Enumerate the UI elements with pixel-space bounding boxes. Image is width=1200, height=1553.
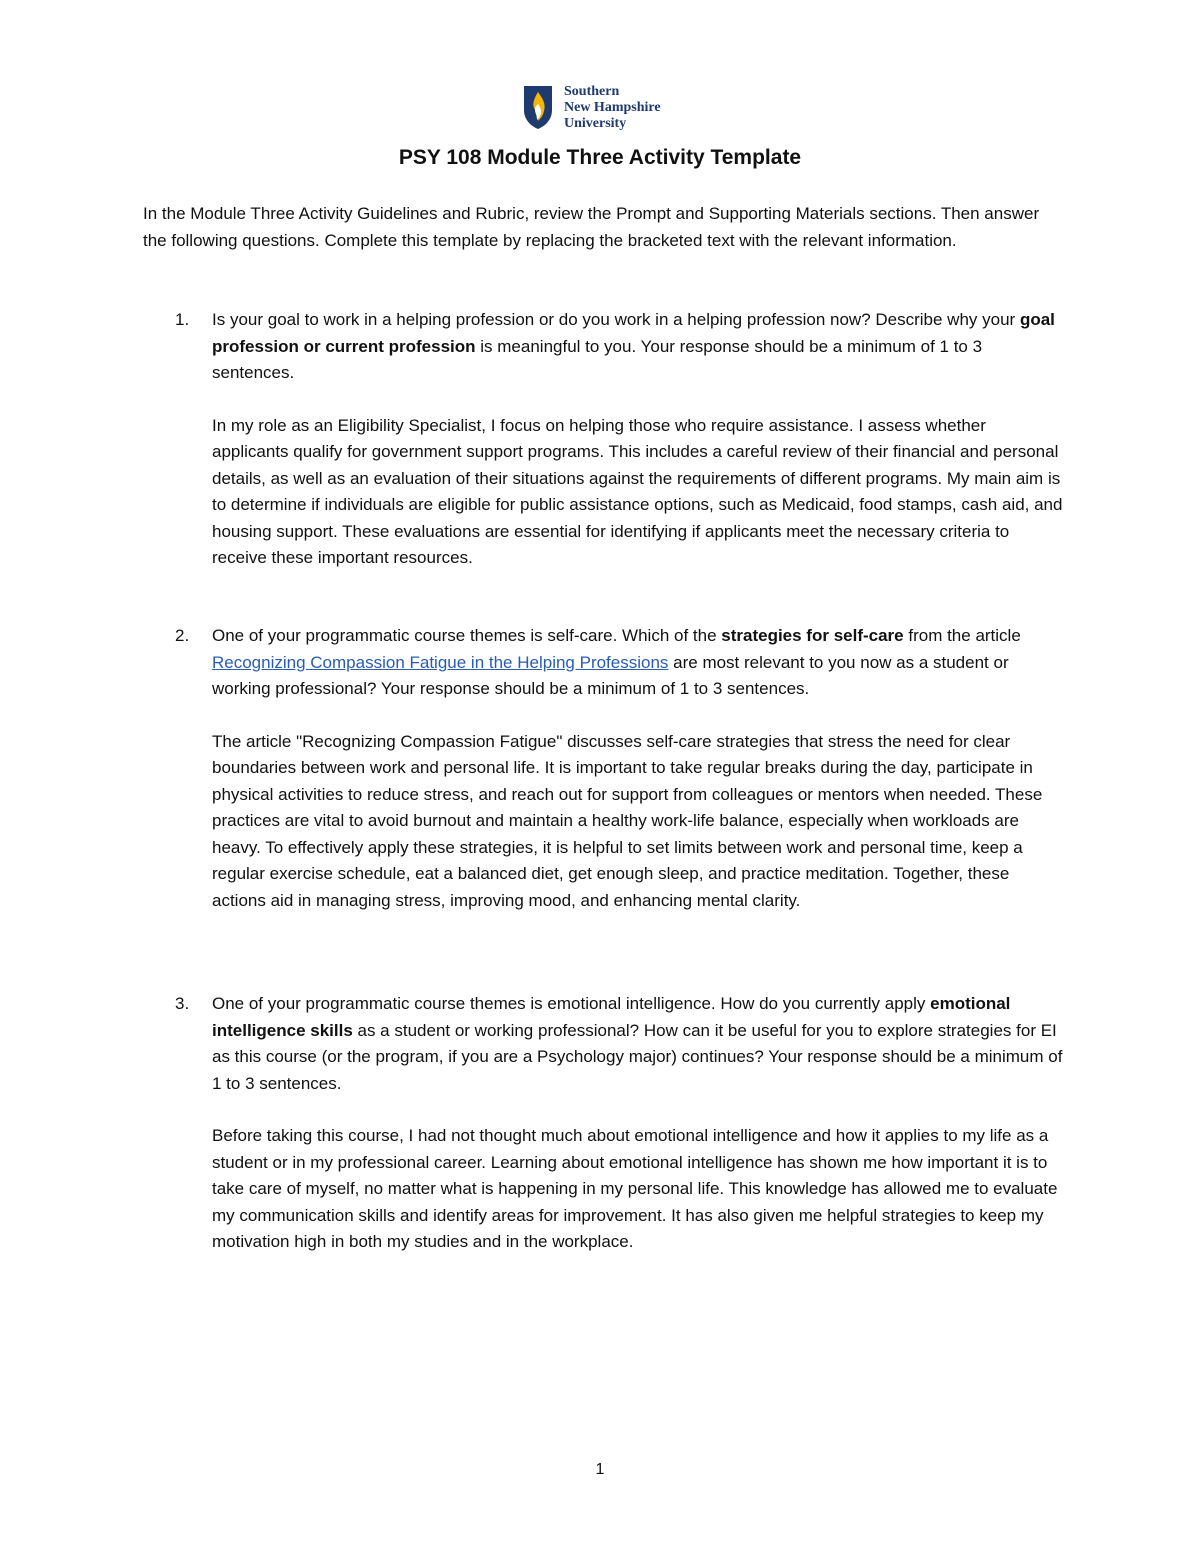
logo-line: Southern [564, 84, 620, 99]
logo-line: University [564, 116, 627, 131]
question-prompt [212, 991, 1063, 1097]
question-number: 2. [175, 626, 190, 645]
flame-shield-icon [522, 84, 554, 130]
article-link[interactable]: Recognizing Compassion Fatigue in the Helping Professions [212, 652, 669, 672]
logo-line: New Hampshire [564, 100, 661, 115]
prompt-emphasis: strategies for self-care [721, 626, 904, 645]
prompt-text: One of your programmatic course themes is self-care. Which of the [212, 626, 722, 645]
prompt-text: Is your goal to work in a helping profession or do you work in a helping profession now? Describe why your [212, 310, 1020, 329]
logo-wordmark [564, 84, 661, 132]
answer-paragraph: Before taking this course, I had not thought much about emotional intelligence and how it applies to my life as a student or in my professional career. Learning about emotional intelligence has shown me how important it is to take care of myself, no matter what is happening in my personal life. This knowledge has allowed me to evaluate my communication skills and identify areas for improvement. It has also given me helpful strategies to keep my motivation high in both my studies and in the workplace. [212, 1126, 1058, 1251]
answer-paragraph: The article "Recognizing Compassion Fatigue" discusses self-care strategies that stress the need for clear boundaries between work and personal life. It is important to take regular breaks during the day, participate in physical activities to reduce stress, and reach out for support from colleagues or mentors when needed. These practices are vital to avoid burnout and maintain a healthy work-life balance, especially when workloads are heavy. To effectively apply these strategies, it is helpful to set limits between work and personal time, keep a regular exercise schedule, eat a balanced diet, get enough sleep, and practice meditation. Together, these actions aid in managing stress, improving mood, and enhancing mental clarity. [212, 731, 1043, 910]
question-prompt [212, 623, 1063, 703]
question-prompt [212, 307, 1063, 387]
prompt-emphasis: goal profession or current profession [212, 310, 1055, 356]
question-number: 1. [175, 310, 190, 329]
document-title: PSY 108 Module Three Activity Template [398, 146, 802, 169]
prompt-text: One of your programmatic course themes is emotional intelligence. How do you currently apply [212, 994, 931, 1013]
page-number: 1 [595, 1461, 605, 1478]
prompt-text: as a student or working professional? How can it be useful for you to explore strategies for EI as this course (or the program, if you are a Psychology major) continues? Your response should be a minimum of 1 to 3 sentences. [212, 1020, 1063, 1093]
prompt-text: from the article [903, 626, 1021, 645]
intro-paragraph: In the Module Three Activity Guidelines and Rubric, review the Prompt and Supporting Materials sections. Then answer the following questions. Complete this template by replacing the bracketed text with the relevant information. [143, 204, 1040, 250]
question-item [143, 307, 1063, 572]
question-item [143, 623, 1063, 914]
prompt-emphasis: emotional intelligence skills [212, 994, 1011, 1040]
university-logo [522, 84, 661, 132]
prompt-text: are most relevant to you now as a student or working professional? Your response should be a minimum of 1 to 3 sentences. [212, 652, 1009, 698]
question-number: 3. [175, 994, 190, 1013]
answer-paragraph: In my role as an Eligibility Specialist, I focus on helping those who require assistance. I assess whether applicants qualify for government support programs. This includes a careful review of their financial and personal details, as well as an evaluation of their situations against the requirements of different programs. My main aim is to determine if individuals are eligible for public assistance options, such as Medicaid, food stamps, cash aid, and housing support. These evaluations are essential for identifying if applicants meet the necessary criteria to receive these important resources. [212, 415, 1063, 567]
prompt-text: is meaningful to you. Your response should be a minimum of 1 to 3 sentences. [212, 336, 983, 382]
question-item [143, 991, 1063, 1256]
